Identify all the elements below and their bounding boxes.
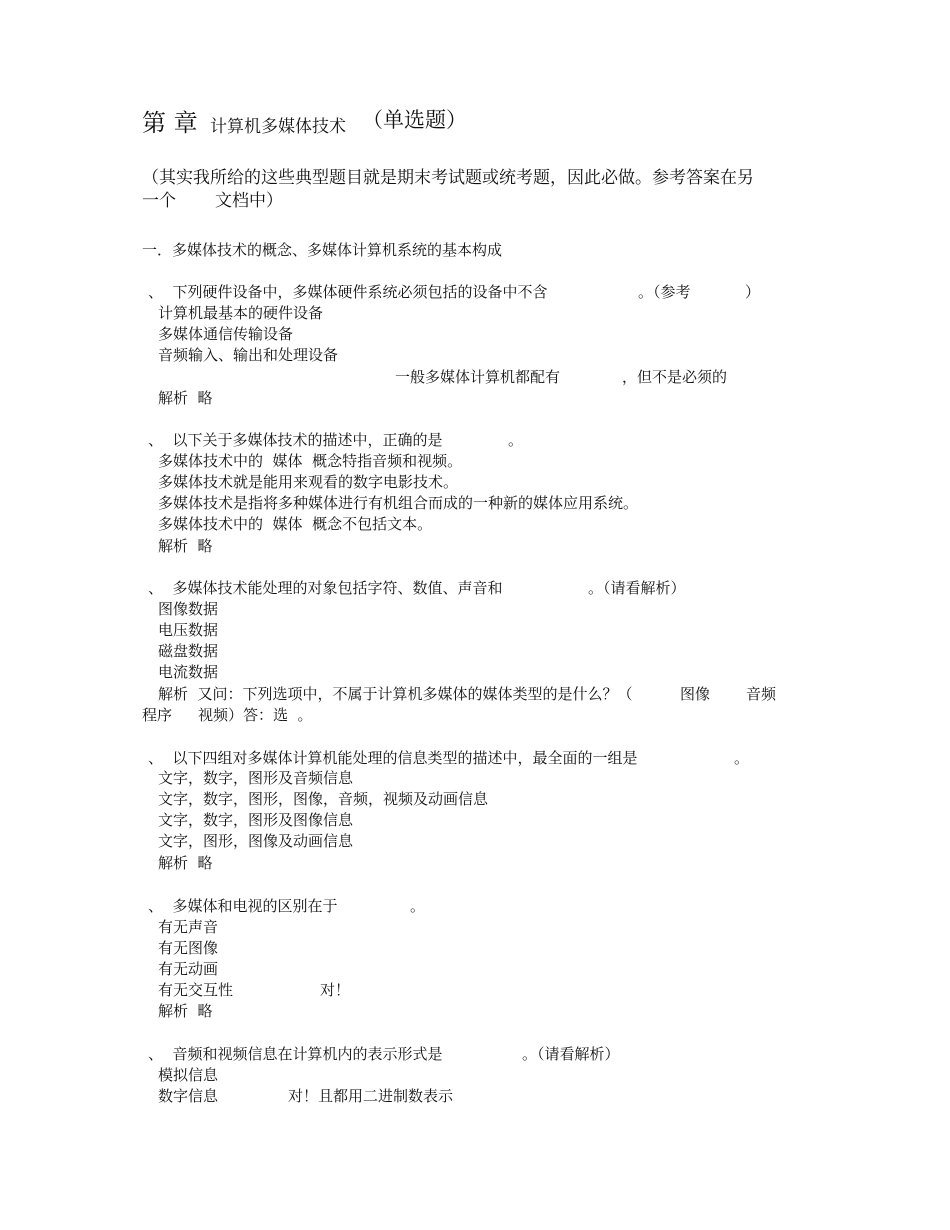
q1-note-b: ，但不是必须的	[622, 368, 728, 386]
q5-option: 有无声音	[158, 918, 219, 936]
q1-option: 多媒体通信传输设备	[158, 325, 294, 343]
q3-analysis-c: 音频	[746, 685, 777, 703]
q3-option: 电流数据	[158, 663, 219, 681]
q1-option: 计算机最基本的硬件设备	[158, 304, 324, 322]
q6-stem-end: 。（请看解析）	[522, 1045, 620, 1063]
q5-option: 有无图像	[158, 939, 219, 957]
q3-analysis-b: 图像	[680, 685, 711, 703]
q3-option: 磁盘数据	[158, 642, 219, 660]
q6-mark: 对！且都用二进制数表示	[288, 1087, 454, 1105]
q4-stem-end: 。	[734, 749, 750, 767]
q4-stem: 、 以下四组对多媒体计算机能处理的信息类型的描述中，最全面的一组是	[148, 749, 638, 767]
q4-option: 文字，数字，图形，图像，音频，视频及动画信息	[158, 790, 489, 808]
q2-stem-end: 。	[508, 431, 524, 449]
q1-analysis: 解析 略	[158, 389, 213, 407]
q1-stem-close: ）	[745, 283, 761, 301]
q4-option: 文字，数字，图形及图像信息	[158, 811, 354, 829]
q2-stem: 、 以下关于多媒体技术的描述中，正确的是	[148, 431, 443, 449]
q3-analysis-e: 视频）答：选 。	[198, 706, 313, 724]
q3-option: 电压数据	[158, 621, 219, 639]
intro-line-2a: 一个	[142, 191, 176, 211]
q6-option: 数字信息	[158, 1087, 219, 1105]
q3-stem: 、 多媒体技术能处理的对象包括字符、数值、声音和	[148, 579, 503, 597]
chapter-type: （单选题）	[362, 108, 467, 132]
q1-note-a: 一般多媒体计算机都配有	[395, 368, 561, 386]
q4-option: 文字，数字，图形及音频信息	[158, 769, 354, 787]
q1-option: 音频输入、输出和处理设备	[158, 346, 339, 364]
q2-option: 多媒体技术中的 媒体 概念不包括文本。	[158, 515, 433, 533]
chapter-label: 第 章	[142, 109, 198, 137]
q5-stem-end: 。	[410, 897, 426, 915]
q3-analysis-d: 程序	[142, 706, 173, 724]
q2-option: 多媒体技术中的 媒体 概念特指音频和视频。	[158, 452, 463, 470]
section-heading: 一．多媒体技术的概念、多媒体计算机系统的基本构成	[142, 241, 503, 259]
q2-analysis: 解析 略	[158, 537, 213, 555]
q5-option: 有无动画	[158, 960, 219, 978]
q5-option: 有无交互性	[158, 981, 234, 999]
q2-option: 多媒体技术是指将多种媒体进行有机组合而成的一种新的媒体应用系统。	[158, 494, 639, 512]
q6-stem: 、 音频和视频信息在计算机内的表示形式是	[148, 1045, 443, 1063]
intro-line-2b: 文档中）	[215, 191, 283, 211]
q3-option: 图像数据	[158, 600, 219, 618]
q4-analysis: 解析 略	[158, 854, 213, 872]
q4-option: 文字，图形，图像及动画信息	[158, 832, 354, 850]
intro-line-1: （其实我所给的这些典型题目就是期末考试题或统考题，因此必做。参考答案在另	[142, 168, 754, 188]
chapter-subject: 计算机多媒体技术	[210, 117, 346, 137]
q1-stem-end: 。（参考	[638, 283, 691, 301]
q1-stem: 、 下列硬件设备中，多媒体硬件系统必须包括的设备中不含	[148, 283, 548, 301]
q3-analysis-a: 解析 又问：下列选项中，不属于计算机多媒体的媒体类型的是什么？（	[158, 685, 633, 703]
q5-stem: 、 多媒体和电视的区别在于	[148, 897, 338, 915]
q5-analysis: 解析 略	[158, 1002, 213, 1020]
q6-option: 模拟信息	[158, 1066, 219, 1084]
q5-mark: 对！	[320, 981, 351, 999]
q2-option: 多媒体技术就是能用来观看的数字电影技术。	[158, 473, 459, 491]
q3-stem-end: 。（请看解析）	[588, 579, 686, 597]
